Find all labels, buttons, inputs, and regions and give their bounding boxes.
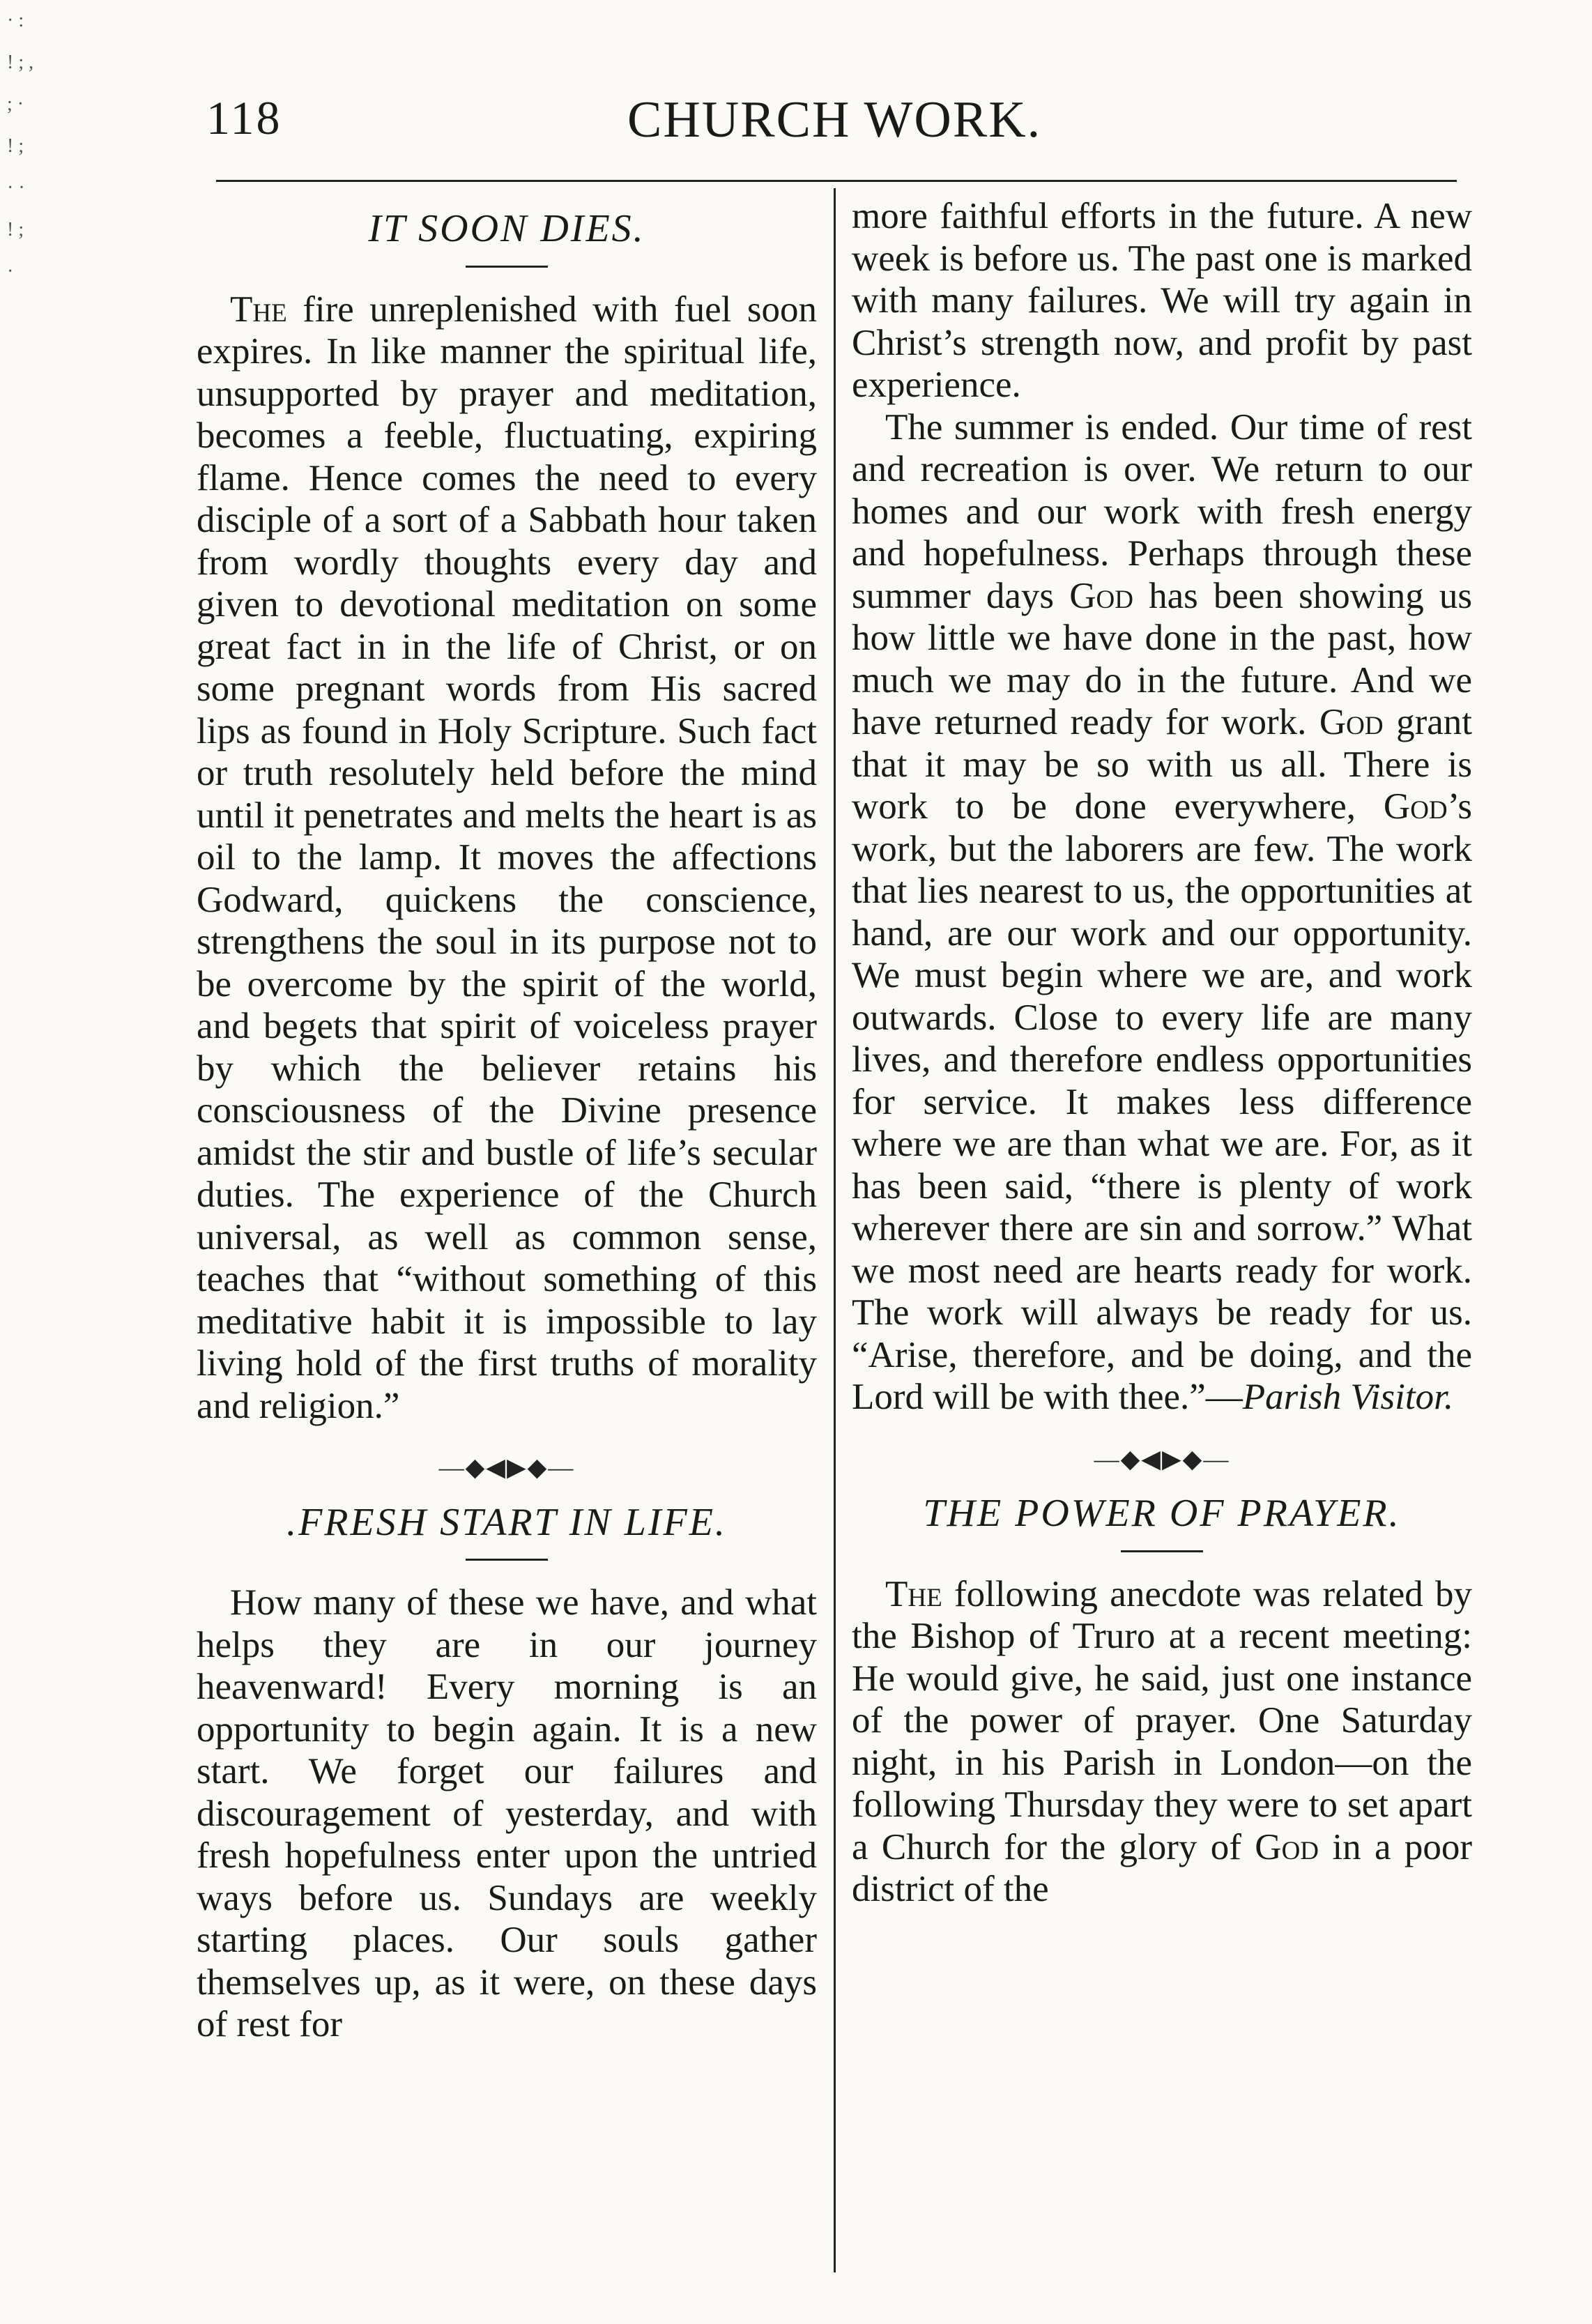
body-text: has been showing us how little we have done in the past, how much we may do in the future. And we have returned ready for work. (852, 575, 1473, 742)
article-body-it-soon-dies (197, 289, 817, 1428)
title-rule (1121, 1550, 1203, 1552)
body-text: grant that it may be so with us all. There is work to be done everywhere, (852, 702, 1472, 827)
page-number: 118 (206, 91, 282, 144)
scan-margin-marks: · : ! ; , ; · ! ; · · ! ; · (7, 10, 34, 282)
divine-name: God (1319, 702, 1384, 742)
article-body-fresh-start: How many of these we have, and what helps they are in our journey heavenward! Every morning is an opportunity to begin again. It is a new start. We forget our failures and discouragement of yesterday, and with fresh hopefulness enter upon the untried ways before us. Sundays are weekly starting places. Our souls gather themselves up, as it were, on these days of rest for (197, 1582, 817, 2044)
article-title-fresh-start: .FRESH START IN LIFE. (286, 1500, 727, 1544)
left-column (197, 195, 817, 2046)
section-ornament: —◆◀▶◆— (1094, 1444, 1230, 1473)
header-rule (216, 180, 1457, 182)
body-text: following anecdote was related by the Bishop of Truro at a recent meeting: He would give, he said, just one instance of the power of prayer. One Saturday night, in his Parish in London—on the following Thursday they were to set apart a Church for the glory of (852, 1573, 1472, 1867)
article-title-power-of-prayer: THE POWER OF PRAYER. (923, 1492, 1401, 1535)
running-title: CHURCH WORK. (627, 91, 1042, 148)
divine-name: God (1255, 1826, 1319, 1867)
summer-paragraph (852, 406, 1472, 1419)
lead-word: The (885, 1573, 942, 1614)
body-text: in a poor district of the (852, 1826, 1472, 1909)
lead-word: The (230, 289, 287, 330)
divine-name: God (1069, 575, 1133, 616)
title-rule (466, 1559, 548, 1561)
column-divider (834, 188, 836, 2272)
body-text: ’s work, but the laborers are few. The work that lies nearest to us, the opportunities at hand, are our work and our opportunity. We must begin where we are, and work outwards. Close to every life are many lives, and therefore endless opportunities for service. It makes less difference where we are than what we are. For, as it has been said, “there is plenty of work wherever there are sin and sorrow.” What we most need are hearts ready for work. The work will always be ready for us. “Arise, therefore, and be doing, and the Lord will be with thee.”— (852, 786, 1472, 1417)
divine-name: God (1383, 786, 1448, 827)
body-text: fire unreplenished with fuel soon expires. In like manner the spiritual life, unsupported by prayer and meditation, becomes a feeble, fluctuating, expiring flame. Hence comes the need to every disciple of a sort of a Sabbath hour taken from wordly thoughts every day and given to devotional meditation on some great fact in in the life of Christ, or on some pregnant words from His sacred lips as found in Holy Scripture. Such fact or truth resolutely held before the mind until it penetrates and melts the heart is as oil to the lamp. It moves the affections Godward, quickens the conscience, strengthens the soul in its purpose not to be overcome by the spirit of the world, and begets that spirit of voiceless prayеr by which the believer retains his consciousness of the Divine presence amidst the stir and bustle of life’s secular duties. The experience of the Church universal, as well as common sense, teaches that “without something of this meditative habit it is impossible to lay living hold of the first truths of morality and religion.” (197, 289, 817, 1426)
continued-paragraph: more faithful efforts in the future. A new week is before us. The past one is marked with many failures. We will try again in Christ’s strength now, and profit by past experience. (852, 196, 1472, 405)
page-header (206, 91, 1454, 174)
article-title-it-soon-dies: IT SOON DIES. (368, 207, 645, 250)
attribution: Parish Visitor. (1242, 1377, 1454, 1417)
article-body-power-of-prayer (852, 1573, 1472, 1911)
section-ornament: —◆◀▶◆— (438, 1453, 575, 1481)
right-column (852, 195, 1472, 1911)
title-rule (466, 266, 548, 268)
body-text: The summer is ended. Our time of rest and recreation is over. We return to our homes and our work with fresh energy and hopefulness. Perhaps through these summer days (852, 406, 1472, 616)
